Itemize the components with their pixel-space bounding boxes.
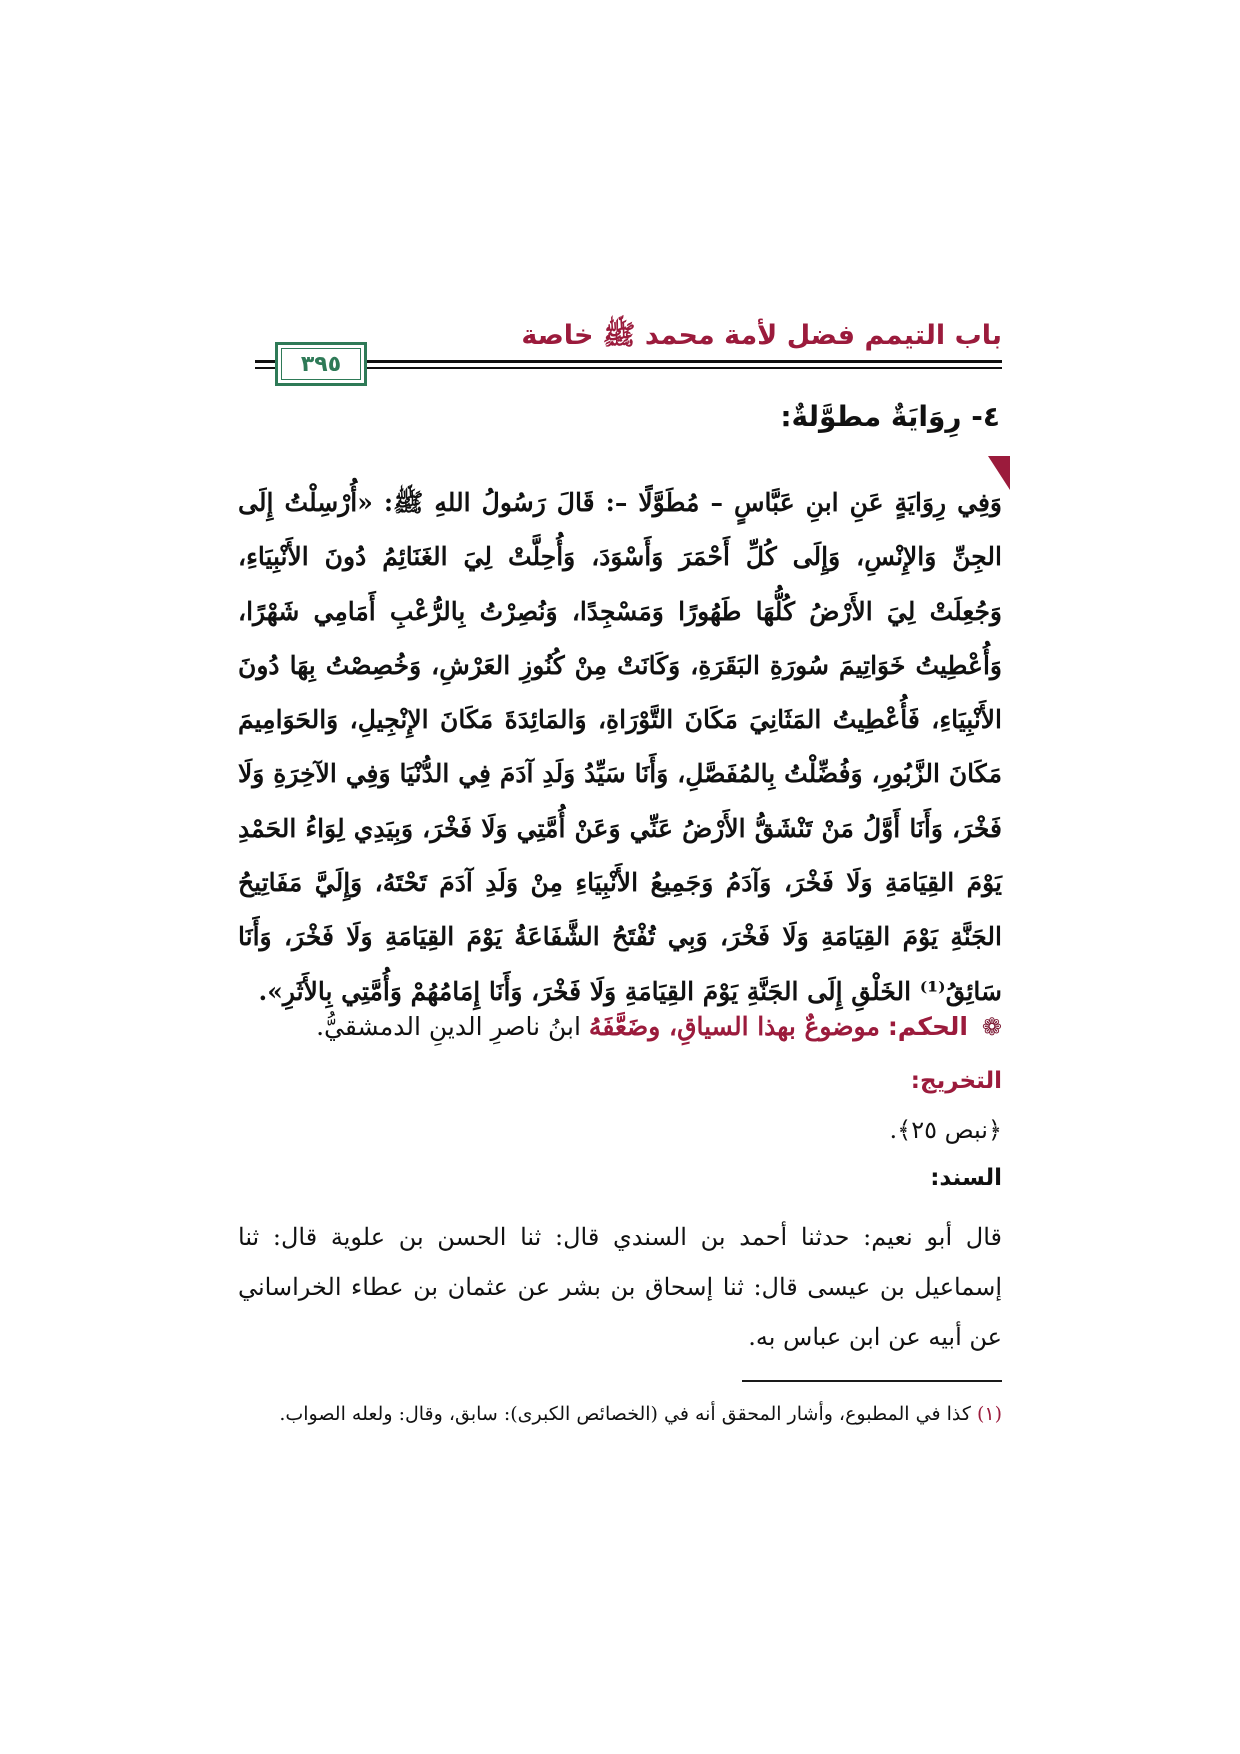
flower-ornament-icon: ❁ — [981, 1013, 1002, 1041]
takhrij-text: ﴿نبص ٢٥﴾. — [889, 1116, 1002, 1144]
page-number: ٣٩٥ — [300, 351, 342, 377]
header-rule — [255, 367, 275, 369]
ruling-label: الحكم: — [887, 1012, 968, 1041]
header-rule — [367, 367, 1002, 369]
header-rule — [255, 360, 275, 363]
footnote-number: (١) — [976, 1403, 1002, 1425]
sanad-heading: السند: — [930, 1165, 1002, 1191]
ruling-verdict: موضوعٌ بهذا السياقِ، وضَعَّفَهُ — [588, 1012, 880, 1041]
footnote-divider — [742, 1380, 1002, 1382]
page-number-badge — [275, 342, 367, 386]
hadith-text: وَفِي رِوَايَةٍ عَنِ ابنِ عَبَّاسٍ – مُطَوَّلًا –: قَالَ رَسُولُ اللهِ ﷺ: «أُرْسِلْتُ إِلَى الجِنِّ وَالإِنْسِ، وَإِلَى كُلِّ أَحْمَرَ وَأَسْوَدَ، وَأُحِلَّتْ لِيَ الغَنَائِمُ دُونَ الأَنْبِيَاءِ، وَجُعِلَتْ لِيَ الأَرْضُ كُلُّهَا طَهُورًا وَمَسْجِدًا، وَنُصِرْتُ بِالرُّعْبِ أَمَامِي شَهْرًا، وَأُعْطِيتُ خَوَاتِيمَ سُورَةِ البَقَرَةِ، وَكَانَتْ مِنْ كُنُوزِ العَرْشِ، وَخُصِصْتُ بِهَا دُونَ الأَنْبِيَاءِ، فَأُعْطِيتُ المَثَانِيَ مَكَانَ التَّوْرَاةِ، وَالمَائِدَةَ مَكَانَ الإِنْجِيلِ، وَالحَوَامِيمَ مَكَانَ الزَّبُورِ، وَفُضِّلْتُ بِالمُفَصَّلِ، وَأَنَا سَيِّدُ وَلَدِ آدَمَ فِي الدُّنْيَا وَفِي الآخِرَةِ وَلَا فَخْرَ، وَأَنَا أَوَّلُ مَنْ تَنْشَقُّ الأَرْضُ عَنِّي وَعَنْ أُمَّتِي وَلَا فَخْرَ، وَبِيَدِي لِوَاءُ الحَمْدِ يَوْمَ القِيَامَةِ وَلَا فَخْرَ، وَآدَمُ وَجَمِيعُ الأَنْبِيَاءِ مِنْ وَلَدِ آدَمَ تَحْتَهُ، وَإِلَيَّ مَفَاتِيحُ الجَنَّةِ يَوْمَ القِيَامَةِ وَلَا فَخْرَ، وَبِي تُفْتَحُ الشَّفَاعَةُ يَوْمَ القِيَامَةِ وَلَا فَخْرَ، وَأَنَا سَائِقُ⁽¹⁾ الخَلْقِ إِلَى الجَنَّةِ يَوْمَ القِيَامَةِ وَلَا فَخْرَ، وَأَنَا إِمَامُهُمْ وَأُمَّتِي بِالأَثَرِ». — [238, 488, 1002, 1006]
takhrij-heading: التخريج: — [910, 1068, 1002, 1094]
ruling-authority: ابنُ ناصرِ الدينِ الدمشقيُّ. — [316, 1012, 581, 1041]
chapter-title: باب التيمم فضل لأمة محمد ﷺ خاصة — [521, 320, 1002, 351]
ruling-line — [316, 1012, 1002, 1041]
section-title: ٤- رِوَايَةٌ مطوَّلةٌ: — [780, 400, 1000, 433]
header-rule — [367, 360, 1002, 363]
footnote — [238, 1395, 1002, 1433]
sanad-text: قال أبو نعيم: حدثنا أحمد بن السندي قال: ثنا الحسن بن علوية قال: ثنا إسماعيل بن عيسى قال: ثنا إسحاق بن بشر عن عثمان بن عطاء الخراساني عن أبيه عن ابن عباس به. — [238, 1223, 1002, 1351]
footnote-text: كذا في المطبوع، وأشار المحقق أنه في (الخصائص الكبرى): سابق، وقال: ولعله الصواب. — [279, 1403, 971, 1425]
page-header — [255, 318, 1002, 377]
